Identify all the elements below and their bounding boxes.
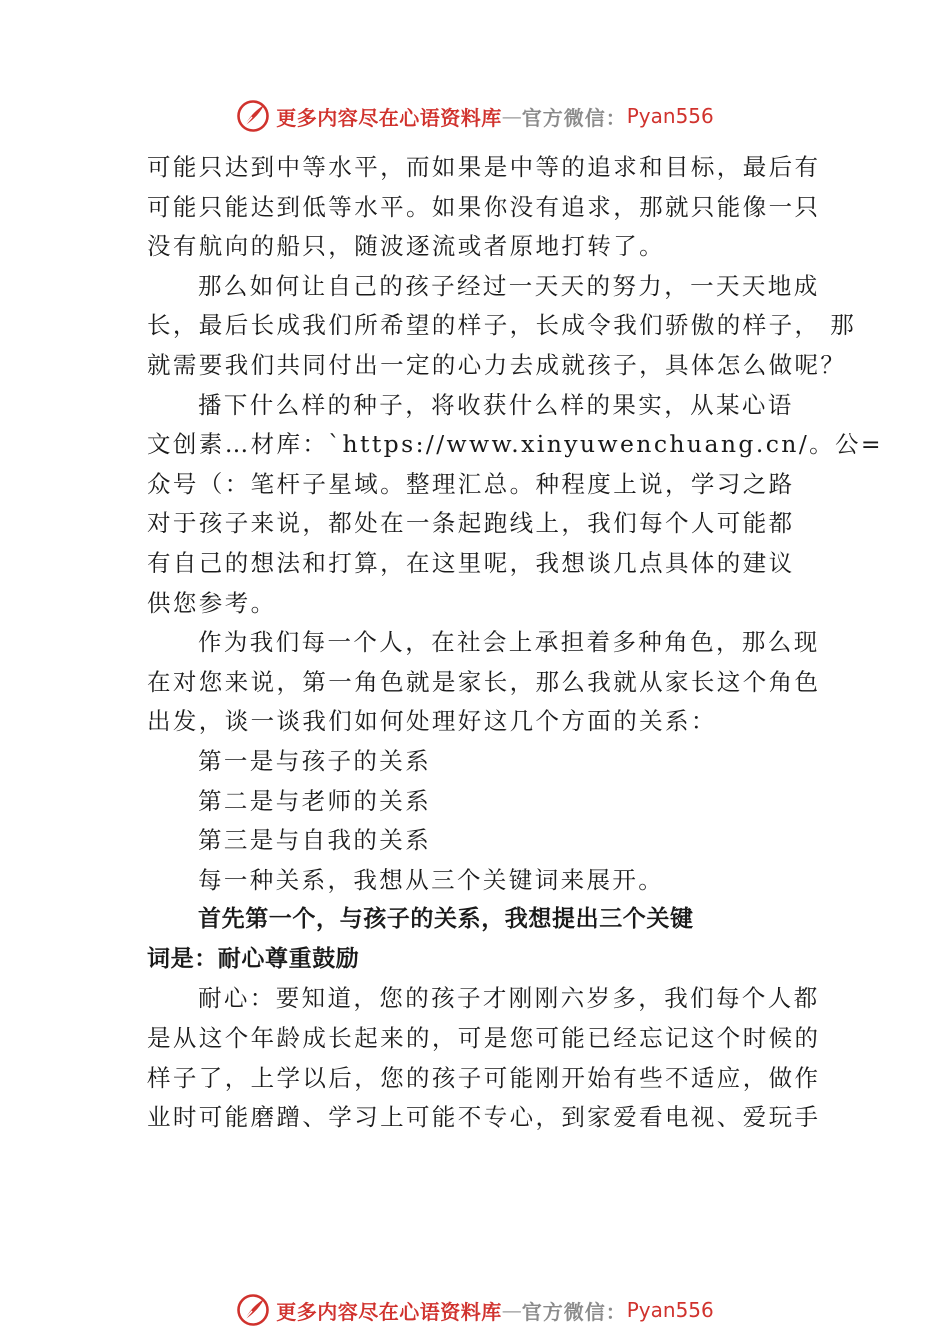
body-line: 样子了，上学以后，您的孩子可能刚开始有些不适应，做作 — [147, 1063, 821, 1092]
quill-pen-logo-icon — [236, 1293, 270, 1327]
body-line: 可能只能达到低等水平。如果你没有追求，那就只能像一只 — [147, 192, 821, 221]
header-wechat-id: Pyan556 — [626, 104, 714, 128]
body-line: 没有航向的船只，随波逐流或者原地打转了。 — [147, 232, 665, 261]
body-line: 在对您来说，第一角色就是家长，那么我就从家长这个角色 — [147, 667, 821, 696]
quill-pen-logo-icon — [236, 99, 270, 133]
header-site-text: 更多内容尽在心语资料库 — [276, 105, 502, 130]
body-line: 文创素…材库：`https://www.xinyuwenchuang.cn/。公= — [147, 430, 884, 459]
body-line: 供您参考。 — [147, 588, 277, 617]
list-item: 第一是与孩子的关系 — [198, 746, 432, 775]
body-line: 对于孩子来说，都处在一条起跑线上，我们每个人可能都 — [147, 509, 795, 538]
list-item: 第二是与老师的关系 — [198, 786, 432, 815]
footer-banner — [0, 1290, 950, 1330]
footer-wechat-id: Pyan556 — [626, 1298, 714, 1322]
footer-site-text: 更多内容尽在心语资料库 — [276, 1299, 502, 1324]
header-banner — [0, 96, 950, 136]
body-line: 那么如何让自己的孩子经过一天天的努力，一天天地成 — [198, 271, 820, 300]
document-body — [147, 148, 884, 1138]
header-separator: — — [501, 104, 522, 128]
body-line: 播下什么样的种子，将收获什么样的果实，从某心语 — [198, 390, 794, 419]
body-line: 可能只达到中等水平，而如果是中等的追求和目标，最后有 — [147, 153, 821, 181]
body-line: 耐心：要知道，您的孩子才刚刚六岁多，我们每个人都 — [198, 984, 820, 1013]
body-line: 是从这个年龄成长起来的，可是您可能已经忘记这个时候的 — [147, 1024, 821, 1053]
body-line: 出发，谈一谈我们如何处理好这几个方面的关系： — [147, 707, 717, 736]
body-line: 有自己的想法和打算，在这里呢，我想谈几点具体的建议 — [147, 548, 795, 577]
section-heading: 词是：耐心尊重鼓励 — [147, 945, 360, 972]
list-item: 第三是与自我的关系 — [198, 826, 432, 855]
body-line: 众号（：笔杆子星域。整理汇总。种程度上说，学习之路 — [147, 469, 795, 498]
footer-wechat-label: 官方微信： — [521, 1299, 627, 1324]
body-line: 业时可能磨蹭、学习上可能不专心，到家爱看电视、爱玩手 — [147, 1103, 821, 1132]
header-wechat-label: 官方微信： — [521, 105, 627, 130]
section-heading: 首先第一个，与孩子的关系，我想提出三个关键 — [198, 906, 694, 933]
body-line: 每一种关系，我想从三个关键词来展开。 — [198, 865, 665, 894]
footer-separator: — — [501, 1298, 522, 1322]
body-line: 长，最后长成我们所希望的样子，长成令我们骄傲的样子， 那 — [147, 311, 857, 340]
body-line: 作为我们每一个人，在社会上承担着多种角色，那么现 — [198, 628, 820, 657]
body-line: 就需要我们共同付出一定的心力去成就孩子，具体怎么做呢？ — [147, 350, 847, 379]
